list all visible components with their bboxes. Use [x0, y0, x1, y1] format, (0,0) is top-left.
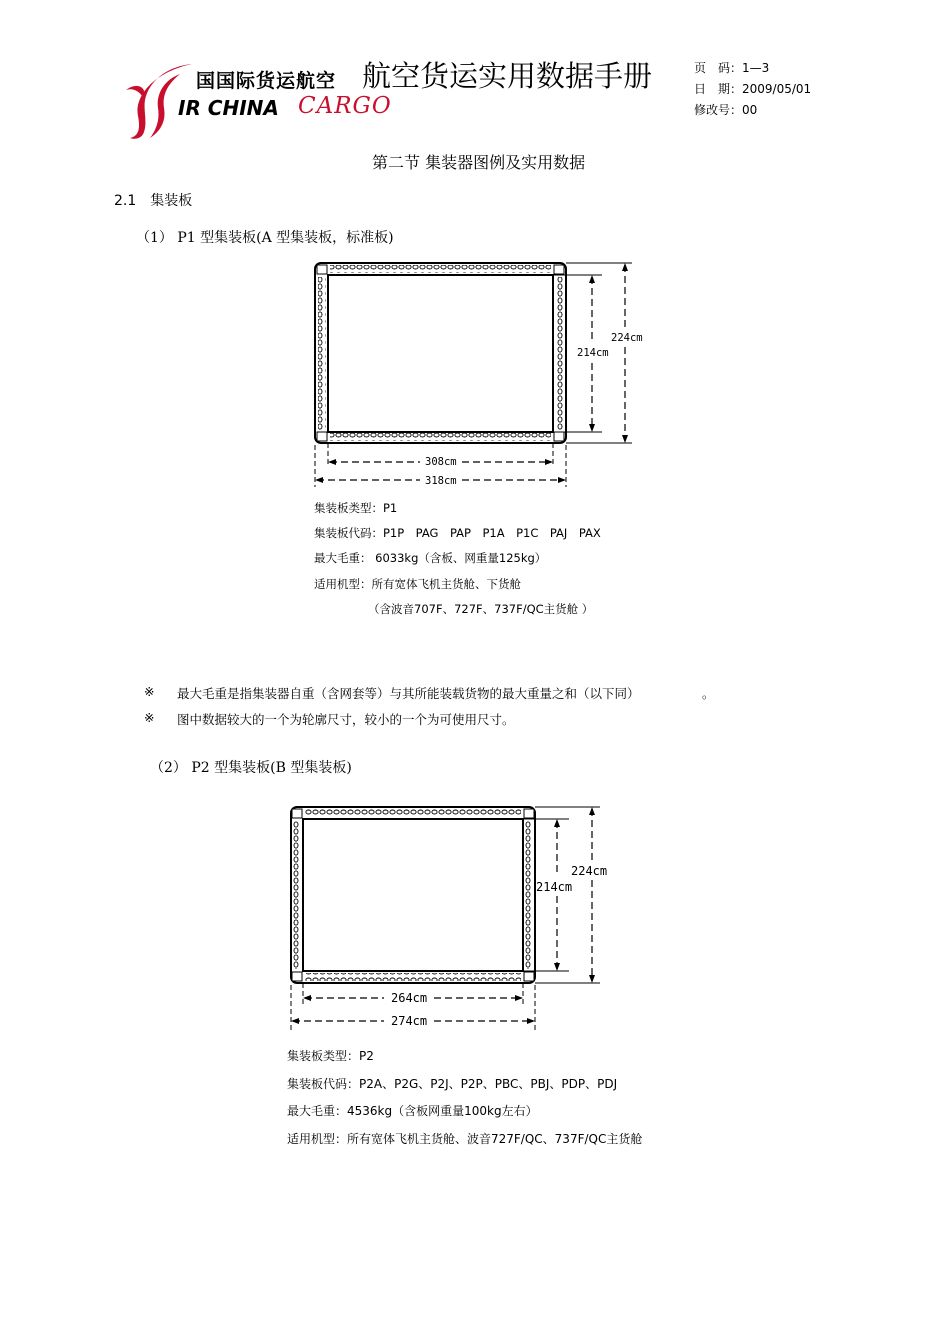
p2-spec-max-weight: 最大毛重：4536kg（含板网重量100kg左右） [287, 1104, 538, 1118]
p1-spec-type: 集装板类型：P1 [314, 501, 398, 515]
p2-inner-width-label: 264cm [391, 991, 428, 1005]
p2-outer-height-label: 224cm [571, 864, 608, 878]
p1-inner-frame [328, 275, 553, 432]
p1-inner-width-label: 308cm [425, 456, 457, 468]
header-meta [694, 58, 811, 121]
section-title: 第二节 集装器图例及实用数据 [372, 153, 586, 172]
p1-pallet-diagram [300, 255, 645, 490]
p2-pallet-diagram [284, 800, 614, 1035]
logo-english-text: IR CHINA [178, 96, 279, 120]
note-1 [144, 684, 924, 699]
p2-spec-codes: 集装板代码：P2A、P2G、P2J、P2P、PBC、PBJ、PDP、PDJ [287, 1077, 618, 1091]
p2-spec-type: 集装板类型：P2 [287, 1049, 374, 1063]
note-mark: ※ [144, 710, 155, 725]
p2-heading: （2） P2 型集装板(B 型集装板) [150, 760, 352, 776]
note-mark: ※ [144, 684, 155, 699]
p2-outer-width-label: 274cm [391, 1014, 428, 1028]
p2-outer-frame [291, 807, 535, 983]
p1-spec-aircraft: 适用机型：所有宽体飞机主货舱、下货舱 [314, 577, 521, 591]
date-row: 日 期：2009/05/01 [694, 82, 812, 96]
logo-cargo-text: CARGO [298, 93, 392, 119]
p2-spec-aircraft: 适用机型：所有宽体飞机主货舱、波音727F/QC、737F/QC主货舱 [287, 1132, 643, 1146]
p1-spec-max-weight: 最大毛重： 6033kg（含板、网重量125kg） [314, 551, 547, 565]
revision-row: 修改号：00 [694, 103, 758, 117]
note-tail: 。 [702, 686, 715, 701]
p2-inner-height-label: 214cm [536, 880, 573, 894]
p1-outer-frame [315, 263, 566, 443]
manual-title: 航空货运实用数据手册 [362, 59, 653, 93]
subsection-title: 2.1 集装板 [114, 193, 193, 209]
note-text: 图中数据较大的一个为轮廓尺寸，较小的一个为可使用尺寸。 [177, 712, 515, 727]
p2-inner-frame [303, 819, 523, 971]
p1-spec-codes: 集装板代码：P1P PAG PAP P1A P1C PAJ PAX [314, 526, 601, 540]
note-text: 最大毛重是指集装器自重（含网套等）与其所能装载货物的最大重量之和（以下同） [177, 686, 640, 701]
note-2 [144, 710, 924, 725]
page-header [0, 0, 950, 140]
p1-outer-width-label: 318cm [425, 475, 457, 487]
p1-spec-aircraft-note: （含波音707F、727F、737F/QC主货舱 ） [368, 602, 594, 616]
p1-outer-height-label: 224cm [611, 332, 643, 344]
page-number-row: 页 码：1—3 [694, 61, 770, 75]
p1-heading: （1） P1 型集装板(A 型集装板，标准板) [136, 230, 394, 246]
logo-chinese-text: 国国际货运航空 [196, 70, 337, 92]
p1-inner-height-label: 214cm [577, 347, 609, 359]
